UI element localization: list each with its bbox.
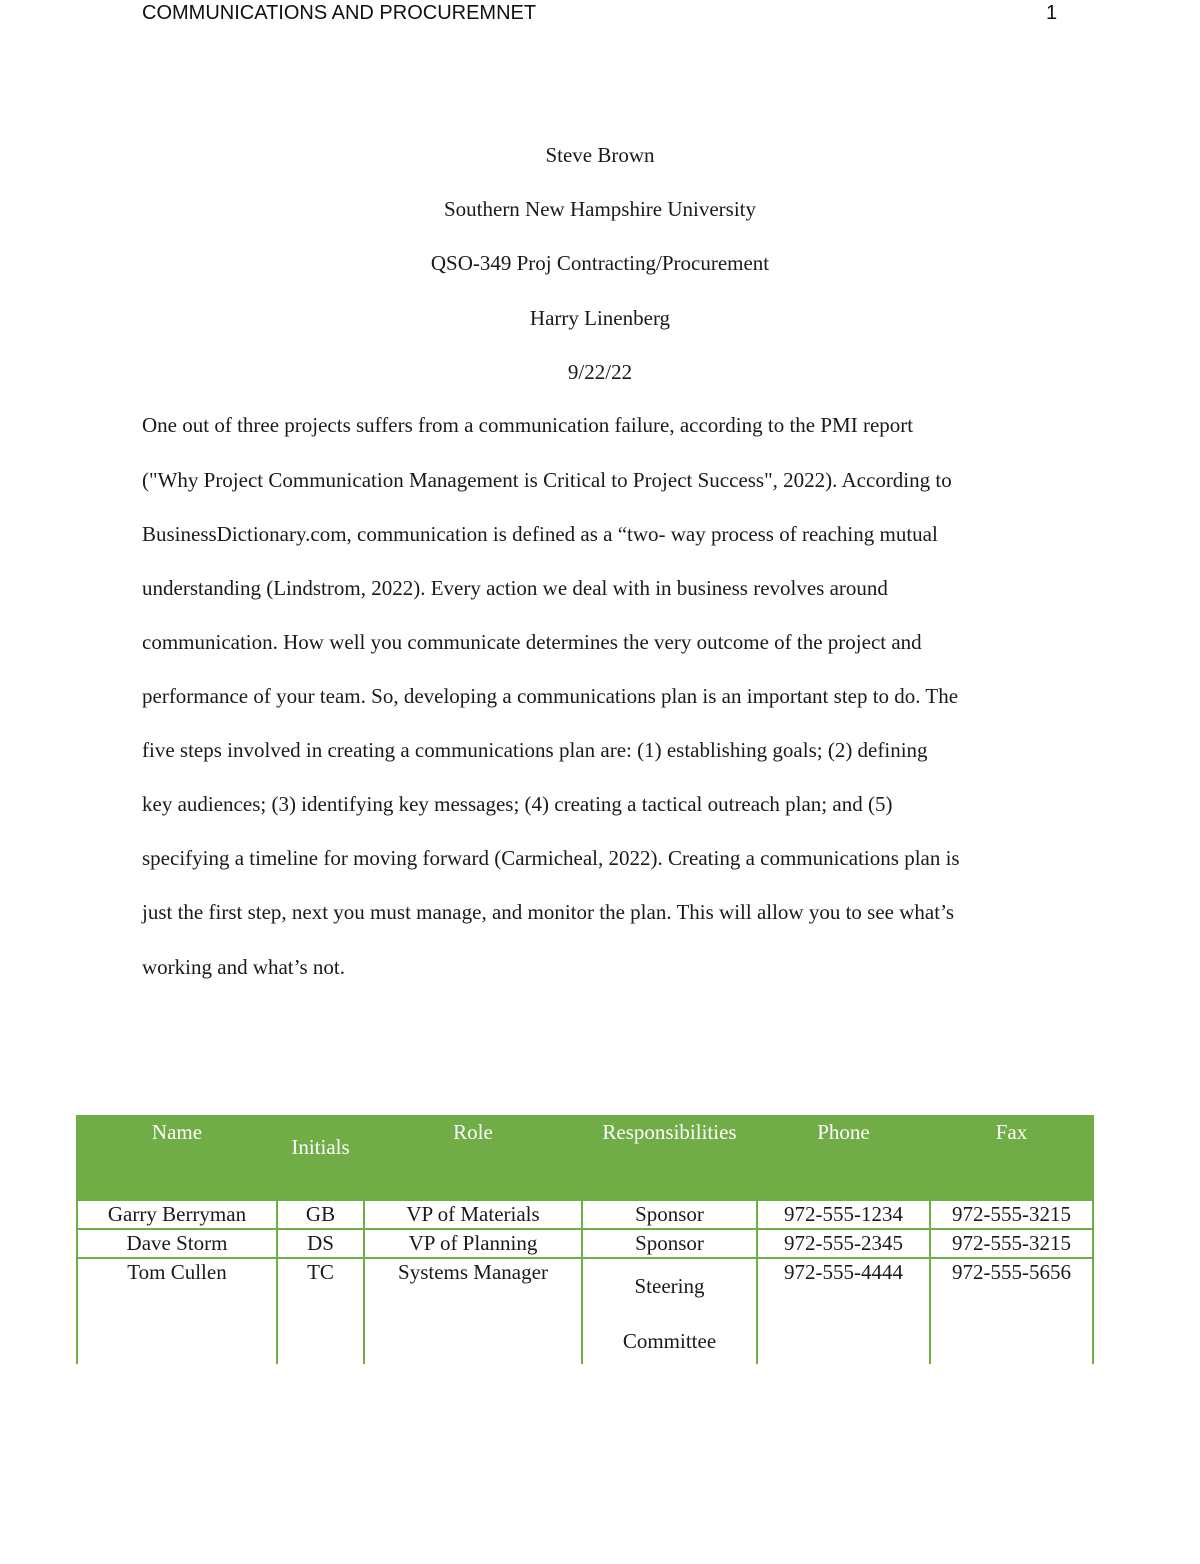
cell-initials: DS	[277, 1229, 364, 1258]
institution-name: Southern New Hampshire University	[443, 197, 757, 221]
cell-role: Systems Manager	[364, 1258, 582, 1370]
paragraph-line: communication. How well you communicate determines the very outcome of the project and	[142, 630, 922, 654]
paragraph-line: ("Why Project Communication Management is Critical to Project Success", 2022). According to	[142, 468, 952, 492]
cell-phone: 972-555-4444	[757, 1258, 930, 1370]
page-continuation-cut	[60, 1364, 1120, 1564]
paragraph-line: specifying a timeline for moving forward (Carmicheal, 2022). Creating a communications plan is	[142, 846, 960, 870]
table-header-row	[77, 1116, 1093, 1200]
paragraph-line: key audiences; (3) identifying key messages; (4) creating a tactical outreach plan; and (5)	[142, 792, 893, 816]
instructor-name: Harry Linenberg	[529, 306, 671, 330]
column-header-phone: Phone	[757, 1116, 930, 1200]
cell-responsibilities: Steering Committee	[582, 1258, 757, 1370]
cell-fax: 972-555-3215	[930, 1229, 1093, 1258]
author-name: Steve Brown	[545, 143, 655, 167]
page-number: 1	[1046, 2, 1058, 24]
cell-name: Garry Berryman	[77, 1200, 277, 1229]
cell-name: Dave Storm	[77, 1229, 277, 1258]
cell-fax: 972-555-3215	[930, 1200, 1093, 1229]
cell-role: VP of Materials	[364, 1200, 582, 1229]
cell-initials: GB	[277, 1200, 364, 1229]
cell-phone: 972-555-2345	[757, 1229, 930, 1258]
cell-fax: 972-555-5656	[930, 1258, 1093, 1370]
column-header-fax: Fax	[930, 1116, 1093, 1200]
paragraph-line: five steps involved in creating a communications plan are: (1) establishing goals; (2) defining	[142, 738, 928, 762]
paragraph-line: BusinessDictionary.com, communication is defined as a “two- way process of reaching mutual	[142, 522, 938, 546]
table-row	[77, 1258, 1093, 1370]
paragraph-line: working and what’s not.	[142, 955, 345, 979]
cell-role: VP of Planning	[364, 1229, 582, 1258]
column-header-initials: Initials	[277, 1116, 364, 1200]
paragraph-line: understanding (Lindstrom, 2022). Every action we deal with in business revolves around	[142, 576, 888, 600]
column-header-role: Role	[364, 1116, 582, 1200]
table-row	[77, 1200, 1093, 1229]
contacts-table	[76, 1115, 1094, 1400]
column-header-responsibilities: Responsibilities	[582, 1116, 757, 1200]
running-head: COMMUNICATIONS AND PROCUREMNET	[142, 2, 537, 24]
table-row	[77, 1229, 1093, 1258]
submission-date: 9/22/22	[567, 360, 633, 384]
cell-phone: 972-555-1234	[757, 1200, 930, 1229]
course-name: QSO-349 Proj Contracting/Procurement	[430, 251, 770, 275]
cell-responsibilities: Sponsor	[582, 1200, 757, 1229]
cell-initials: TC	[277, 1258, 364, 1370]
cell-name: Tom Cullen	[77, 1258, 277, 1370]
column-header-name: Name	[77, 1116, 277, 1200]
paragraph-line: One out of three projects suffers from a communication failure, according to the PMI report	[142, 413, 914, 437]
paragraph-line: performance of your team. So, developing a communications plan is an important step to do. The	[142, 684, 959, 708]
paragraph-line: just the first step, next you must manage, and monitor the plan. This will allow you to see what’s	[142, 900, 955, 924]
cell-responsibilities: Sponsor	[582, 1229, 757, 1258]
